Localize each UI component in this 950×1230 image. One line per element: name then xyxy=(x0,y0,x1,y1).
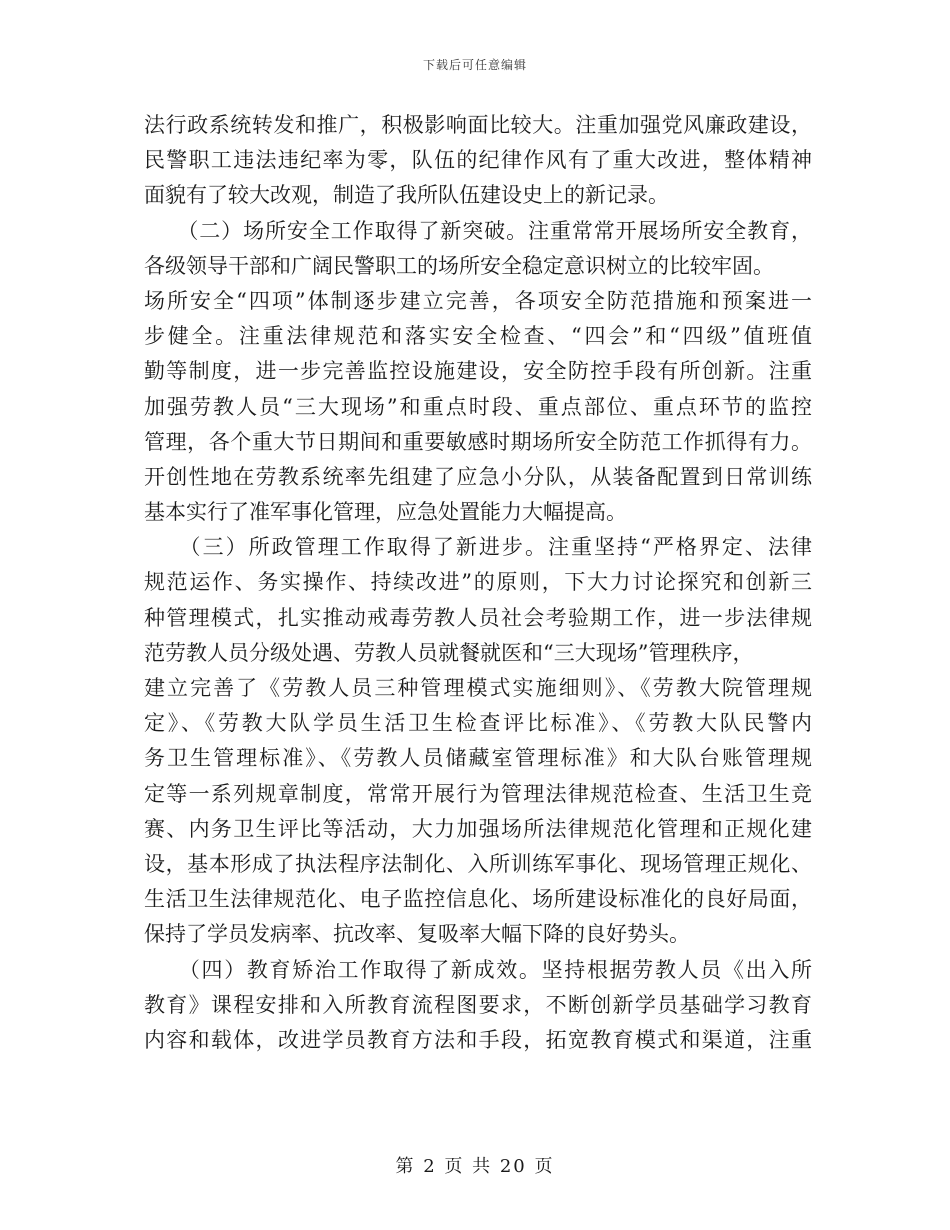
text-line: 法行政系统转发和推广，积极影响面比较大。注重加强党风廉政建设， xyxy=(144,113,812,137)
text-line: 定》、《劳教大队学员生活卫生检查评比标准》、《劳教大队民警内 xyxy=(144,711,812,736)
text-line: 加强劳教人员“三大现场”和重点时段、重点部位、重点环节的监控 xyxy=(144,394,812,419)
text-line: 各级领导干部和广阔民警职工的场所安全稳定意识树立的比较牢固。 xyxy=(144,253,774,278)
text-line: 管理，各个重大节日期间和重要敏感时期场所安全防范工作抓得有力。 xyxy=(144,429,812,454)
text-line: 民警职工违法违纪率为零，队伍的纪律作风有了重大改进，整体精神 xyxy=(144,148,812,173)
text-line: 场所安全“四项”体制逐步建立完善，各项安全防范措施和预案进一 xyxy=(144,288,812,313)
text-line: 种管理模式，扎实推动戒毒劳教人员社会考验期工作，进一步法律规 xyxy=(144,605,812,630)
text-line: （三）所政管理工作取得了新进步。注重坚持“严格界定、法律 xyxy=(144,535,812,560)
text-line: 范劳教人员分级处遇、劳教人员就餐就医和“三大现场”管理秩序， xyxy=(144,640,754,665)
text-line: 基本实行了准军事化管理，应急处置能力大幅提高。 xyxy=(144,500,627,525)
text-line: 定等一系列规章制度，常常开展行为管理法律规范检查、生活卫生竞 xyxy=(144,781,812,806)
text-line: （二）场所安全工作取得了新突破。注重常常开展场所安全教育， xyxy=(144,218,812,243)
text-line: 内容和载体，改进学员教育方法和手段，拓宽教育模式和渠道，注重 xyxy=(144,1027,812,1052)
text-line: 勤等制度，进一步完善监控设施建设，安全防控手段有所创新。注重 xyxy=(144,359,812,384)
text-line: 教育》课程安排和入所教育流程图要求，不断创新学员基础学习教育 xyxy=(144,992,812,1017)
text-line: 赛、内务卫生评比等活动，大力加强场所法律规范化管理和正规化建 xyxy=(144,816,812,841)
text-line: 务卫生管理标准》、《劳教人员储藏室管理标准》和大队台账管理规 xyxy=(144,746,812,771)
text-line: 步健全。注重法律规范和落实安全检查、“四会”和“四级”值班值 xyxy=(144,324,812,349)
text-line: 开创性地在劳教系统率先组建了应急小分队，从装备配置到日常训练 xyxy=(144,464,812,489)
document-body xyxy=(144,108,812,1058)
text-line: 面貌有了较大改观，制造了我所队伍建设史上的新记录。 xyxy=(144,183,669,208)
text-line: 设，基本形成了执法程序法制化、入所训练军事化、现场管理正规化、 xyxy=(144,851,812,876)
text-line: 规范运作、务实操作、持续改进”的原则，下大力讨论探究和创新三 xyxy=(144,570,812,595)
text-line: （四）教育矫治工作取得了新成效。坚持根据劳教人员《出入所 xyxy=(144,957,812,982)
text-line: 生活卫生法律规范化、电子监控信息化、场所建设标准化的良好局面， xyxy=(144,887,812,912)
page-header: 下载后可任意编辑 xyxy=(422,58,527,72)
page-number-footer: 第 2 页 共 20 页 xyxy=(395,1156,555,1177)
text-line: 建立完善了《劳教人员三种管理模式实施细则》、《劳教大院管理规 xyxy=(144,676,812,700)
text-line: 保持了学员发病率、抗改率、复吸率大幅下降的良好势头。 xyxy=(144,922,690,947)
